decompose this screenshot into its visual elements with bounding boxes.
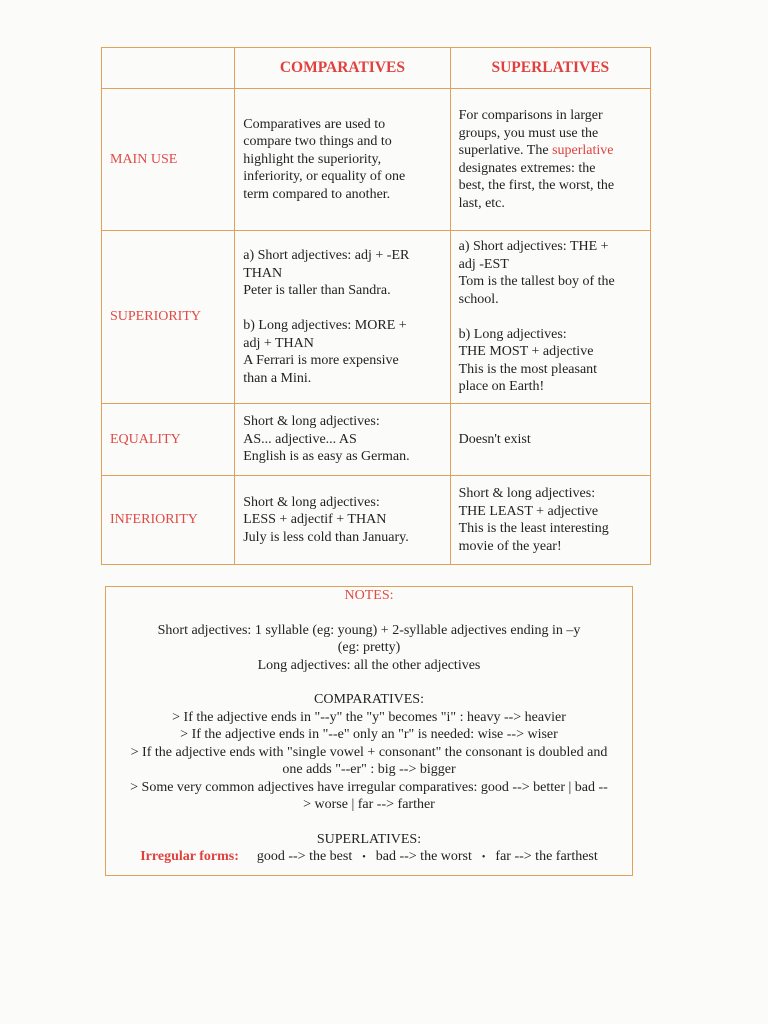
comparative-rule: > worse | far --> farther [303, 797, 435, 812]
table-row-equality [102, 404, 651, 476]
superlatives-block [106, 831, 632, 867]
comparatives-block [106, 691, 632, 814]
comparatives-title: COMPARATIVES: [314, 692, 424, 707]
inferiority-superlative: Short & long adjectives: THE LEAST + adjective This is the least interesting movie of the year! [450, 476, 650, 565]
superiority-comparative: a) Short adjectives: adj + -ER THAN Peter is taller than Sandra. b) Long adjectives: MORE + adj + THAN A Ferrari is more expensive than a Mini. [235, 231, 450, 404]
row-label-main-use: MAIN USE [102, 89, 235, 231]
main-use-superlative-text-a: For comparisons in larger groups, you must use the superlative. The [458, 108, 603, 158]
definitions-block [106, 622, 632, 675]
comparative-rule: > Some very common adjectives have irregular comparatives: good --> better | bad -- [130, 779, 608, 795]
notes-title: NOTES: [344, 588, 394, 603]
comparative-rule: one adds "--er" : big --> bigger [282, 762, 456, 777]
irregular-form-item: good --> the best [256, 849, 353, 864]
equality-comparative: Short & long adjectives: AS... adjective... AS English is as easy as German. [235, 404, 450, 476]
irregular-form-item: far --> the farthest [495, 849, 598, 864]
table-row-main-use [102, 89, 651, 231]
table-row-superiority [102, 231, 651, 404]
comparative-rule: > If the adjective ends with "single vowel + consonant" the consonant is doubled and [130, 744, 608, 760]
row-label-equality: EQUALITY [102, 404, 235, 476]
definition-line: Short adjectives: 1 syllable (eg: young) + 2-syllable adjectives ending in –y [157, 622, 581, 638]
row-label-superiority: SUPERIORITY [102, 231, 235, 404]
row-label-inferiority: INFERIORITY [102, 476, 235, 565]
header-superlatives: SUPERLATIVES [450, 48, 650, 89]
main-use-comparative: Comparatives are used to compare two things and to highlight the superiority, inferiority, or equality of one term compared to another. [235, 89, 450, 231]
comparative-rule: > If the adjective ends in "--y" the "y" becomes "i" : heavy --> heavier [172, 709, 566, 725]
superiority-superlative: a) Short adjectives: THE + adj -EST Tom is the tallest boy of the school. b) Long adjectives: THE MOST + adjective This is the most pleasant place on Earth! [450, 231, 650, 404]
irregular-forms-row [106, 848, 632, 867]
superlatives-title: SUPERLATIVES: [316, 831, 422, 847]
definition-line: Long adjectives: all the other adjectives [257, 657, 481, 673]
header-empty-cell [102, 48, 235, 89]
bullet-icon: • [481, 852, 486, 863]
main-use-superlative-highlight: superlative [552, 143, 614, 158]
table-header-row [102, 48, 651, 89]
main-use-superlative [450, 89, 650, 231]
equality-superlative: Doesn't exist [450, 404, 650, 476]
notes-box [105, 586, 633, 876]
irregular-forms-label: Irregular forms: [140, 849, 239, 864]
main-use-superlative-text-b: designates extremes: the best, the first, the worst, the last, etc. [458, 160, 615, 211]
inferiority-comparative: Short & long adjectives: LESS + adjectif + THAN July is less cold than January. [235, 476, 450, 565]
definition-line: (eg: pretty) [337, 640, 401, 655]
grammar-table [101, 47, 651, 565]
header-comparatives: COMPARATIVES [235, 48, 450, 89]
irregular-form-item: bad --> the worst [375, 849, 472, 864]
table-row-inferiority [102, 476, 651, 565]
bullet-icon: • [362, 852, 366, 863]
comparative-rule: > If the adjective ends in "--e" only an "r" is needed: wise --> wiser [180, 727, 558, 742]
